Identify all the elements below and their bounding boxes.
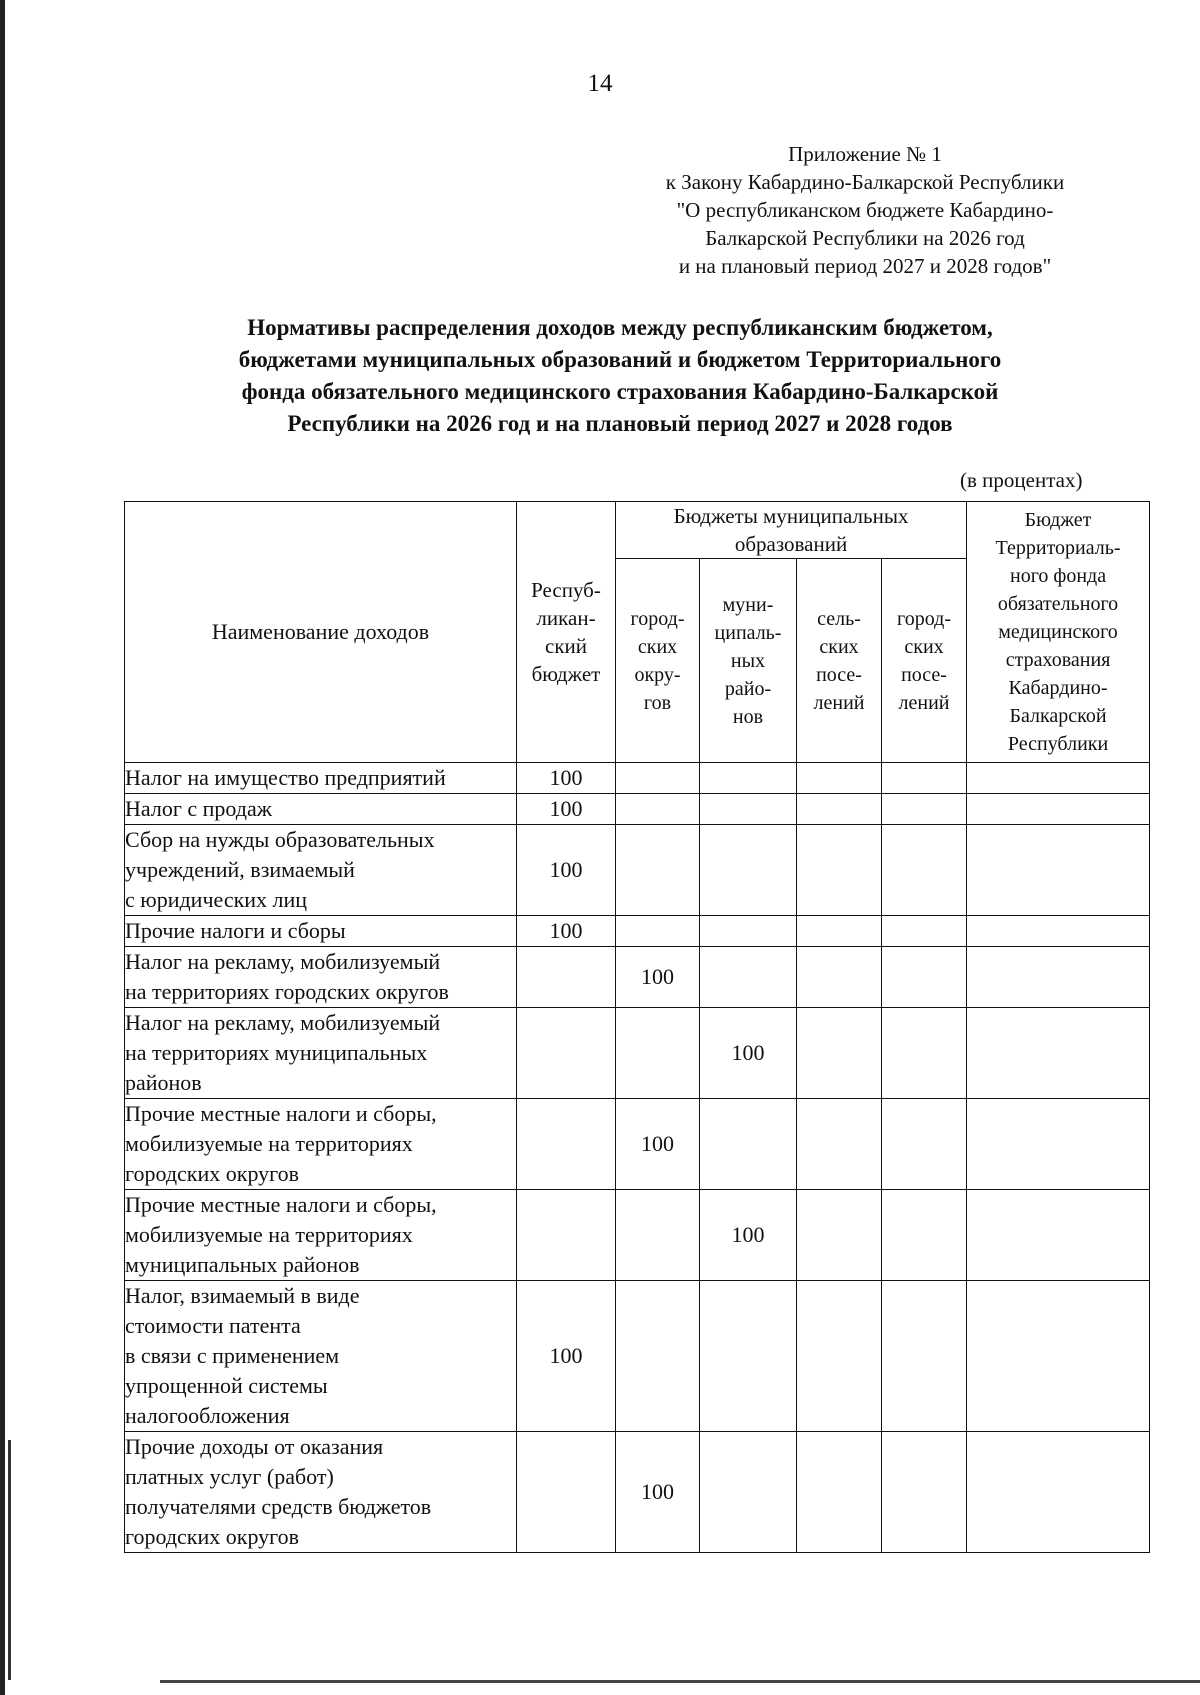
header-line: Бюджет: [1024, 509, 1092, 531]
city-districts-value: [616, 916, 700, 947]
table-row: [125, 916, 1150, 947]
header-line: ских: [637, 635, 678, 658]
header-line: страхования: [1005, 649, 1111, 671]
territorial-fund-value: [967, 1432, 1150, 1553]
revenue-name-cell: [125, 763, 517, 794]
title-line: бюджетами муниципальных образований и бюджетом Территориального: [238, 347, 1002, 372]
territorial-fund-value: [967, 825, 1150, 916]
revenue-name-line: учреждений, взимаемый: [125, 857, 355, 882]
municipal-districts-value: [700, 947, 797, 1008]
header-line: образований: [734, 532, 848, 556]
republican-value: [517, 1008, 616, 1099]
header-line: лений: [898, 691, 950, 714]
header-line: Территориаль-: [995, 537, 1121, 559]
municipal-districts-value: [700, 763, 797, 794]
title-line: Нормативы распределения доходов между республиканским бюджетом,: [247, 315, 993, 340]
rural-settlements-value: [797, 916, 882, 947]
header-line: окру-: [634, 663, 681, 686]
header-line: Бюджеты муниципальных: [673, 504, 909, 528]
header-line: ских: [904, 635, 944, 658]
header-line: Балкарской: [1009, 705, 1107, 727]
urban-settlements-value: [882, 916, 967, 947]
table-body: [125, 763, 1150, 1553]
table-row: [125, 1432, 1150, 1553]
revenue-name-line: Налог на рекламу, мобилизуемый: [125, 949, 441, 974]
urban-settlements-value: [882, 1008, 967, 1099]
city-districts-value: [616, 763, 700, 794]
header-revenue-name: Наименование доходов: [125, 502, 517, 763]
revenue-name-line: налогообложения: [125, 1403, 290, 1428]
table-row: [125, 763, 1150, 794]
header-line: гов: [643, 691, 672, 714]
city-districts-value: [616, 1008, 700, 1099]
rural-settlements-value: [797, 1008, 882, 1099]
header-municipal-districts: [700, 559, 797, 763]
rural-settlements-value: [797, 1281, 882, 1432]
table-row: [125, 1190, 1150, 1281]
header-line: ципаль-: [714, 621, 782, 644]
republican-value: 100: [517, 763, 616, 794]
table-row: [125, 1099, 1150, 1190]
city-districts-value: [616, 794, 700, 825]
scan-edge-left: [0, 0, 5, 1695]
revenue-name-cell: [125, 1432, 517, 1553]
header-line: Респуб-: [531, 578, 601, 602]
rural-settlements-value: [797, 1190, 882, 1281]
table-row: [125, 794, 1150, 825]
header-line: Республики: [1007, 733, 1109, 755]
title-line: фонда обязательного медицинского страхования Кабардино-Балкарской: [241, 379, 999, 404]
header-line: нов: [732, 705, 764, 728]
header-city-districts: [616, 559, 700, 763]
header-line: ских: [819, 635, 859, 658]
revenue-name-cell: [125, 947, 517, 1008]
appendix-line: Балкарской Республики на 2026 год: [705, 226, 1025, 250]
revenue-name-line: Прочие доходы от оказания: [125, 1434, 384, 1459]
header-municipal-budgets: [616, 502, 967, 559]
header-line: медицинского: [998, 621, 1118, 643]
scan-edge-mark: [8, 1440, 11, 1680]
municipal-districts-value: [700, 794, 797, 825]
header-line: ного фонда: [1009, 565, 1107, 587]
city-districts-value: [616, 825, 700, 916]
city-districts-value: 100: [616, 1432, 700, 1553]
revenue-name-line: муниципальных районов: [125, 1252, 360, 1277]
page-number: 14: [587, 70, 613, 97]
revenue-name-line: на территориях муниципальных: [125, 1040, 428, 1065]
republican-value: [517, 947, 616, 1008]
revenue-name-line: с юридических лиц: [125, 887, 308, 912]
revenue-name-cell: [125, 794, 517, 825]
appendix-reference: [600, 140, 1130, 280]
territorial-fund-value: [967, 1190, 1150, 1281]
rural-settlements-value: [797, 1432, 882, 1553]
republican-value: 100: [517, 916, 616, 947]
rural-settlements-value: [797, 763, 882, 794]
municipal-districts-value: 100: [700, 1190, 797, 1281]
territorial-fund-value: [967, 763, 1150, 794]
rural-settlements-value: [797, 825, 882, 916]
city-districts-value: 100: [616, 947, 700, 1008]
revenue-norms-table: [124, 501, 1150, 1553]
urban-settlements-value: [882, 825, 967, 916]
revenue-name-line: Налог на имущество предприятий: [125, 765, 446, 790]
republican-value: [517, 1190, 616, 1281]
header-line: Кабардино-: [1008, 677, 1108, 699]
territorial-fund-value: [967, 1099, 1150, 1190]
scan-edge-bottom: [160, 1680, 1200, 1683]
republican-value: 100: [517, 794, 616, 825]
revenue-name-line: получателями средств бюджетов: [125, 1494, 432, 1519]
revenue-name-line: Сбор на нужды образовательных: [125, 827, 435, 852]
municipal-districts-value: [700, 1099, 797, 1190]
city-districts-value: [616, 1281, 700, 1432]
table-row: [125, 947, 1150, 1008]
urban-settlements-value: [882, 794, 967, 825]
header-republican-budget: [517, 502, 616, 763]
header-line: райо-: [724, 677, 772, 700]
revenue-name-line: городских округов: [125, 1161, 300, 1186]
header-line: сель-: [817, 607, 861, 630]
revenue-name-line: в связи с применением: [125, 1343, 340, 1368]
title-line: Республики на 2026 год и на плановый период 2027 и 2028 годов: [287, 411, 953, 436]
territorial-fund-value: [967, 1281, 1150, 1432]
rural-settlements-value: [797, 1099, 882, 1190]
header-line: бюджет: [531, 662, 601, 686]
revenue-name-cell: [125, 1008, 517, 1099]
territorial-fund-value: [967, 916, 1150, 947]
rural-settlements-value: [797, 947, 882, 1008]
revenue-name-line: Налог с продаж: [125, 796, 272, 821]
republican-value: [517, 1432, 616, 1553]
revenue-name-line: стоимости патента: [125, 1313, 301, 1338]
header-line: ликан-: [536, 606, 596, 630]
revenue-name-cell: [125, 1099, 517, 1190]
table-row: [125, 825, 1150, 916]
republican-value: [517, 1099, 616, 1190]
revenue-name-cell: [125, 1281, 517, 1432]
revenue-name-line: мобилизуемые на территориях: [125, 1131, 413, 1156]
urban-settlements-value: [882, 1281, 967, 1432]
header-rural-settlements: [797, 559, 882, 763]
document-title: [140, 312, 1100, 440]
urban-settlements-value: [882, 1190, 967, 1281]
revenue-name-line: районов: [125, 1070, 202, 1095]
revenue-name-line: платных услуг (работ): [125, 1464, 334, 1489]
appendix-line: к Закону Кабардино-Балкарской Республики: [665, 170, 1065, 194]
appendix-line: "О республиканском бюджете Кабардино-: [676, 198, 1054, 222]
revenue-name-line: мобилизуемые на территориях: [125, 1222, 413, 1247]
republican-value: 100: [517, 825, 616, 916]
territorial-fund-value: [967, 947, 1150, 1008]
header-line: лений: [813, 691, 865, 714]
header-line: ский: [545, 634, 587, 658]
municipal-districts-value: [700, 1281, 797, 1432]
municipal-districts-value: 100: [700, 1008, 797, 1099]
revenue-name-line: Прочие местные налоги и сборы,: [125, 1192, 437, 1217]
city-districts-value: 100: [616, 1099, 700, 1190]
header-line: город-: [897, 607, 951, 630]
revenue-name-line: Прочие местные налоги и сборы,: [125, 1101, 437, 1126]
revenue-name-line: городских округов: [125, 1524, 300, 1549]
urban-settlements-value: [882, 763, 967, 794]
revenue-name-cell: [125, 825, 517, 916]
rural-settlements-value: [797, 794, 882, 825]
urban-settlements-value: [882, 1099, 967, 1190]
header-line: посе-: [901, 663, 947, 686]
municipal-districts-value: [700, 916, 797, 947]
header-territorial-fund: [967, 502, 1150, 763]
municipal-districts-value: [700, 1432, 797, 1553]
table-row: [125, 1008, 1150, 1099]
revenue-name-line: на территориях городских округов: [125, 979, 449, 1004]
urban-settlements-value: [882, 947, 967, 1008]
header-line: обязательного: [997, 593, 1119, 615]
city-districts-value: [616, 1190, 700, 1281]
territorial-fund-value: [967, 1008, 1150, 1099]
revenue-name-cell: [125, 916, 517, 947]
appendix-line: и на плановый период 2027 и 2028 годов": [678, 254, 1052, 278]
header-urban-settlements: [882, 559, 967, 763]
revenue-name-line: Налог, взимаемый в виде: [125, 1283, 360, 1308]
revenue-name-line: Налог на рекламу, мобилизуемый: [125, 1010, 441, 1035]
revenue-name-line: упрощенной системы: [125, 1373, 328, 1398]
header-line: посе-: [816, 663, 862, 686]
appendix-line: Приложение № 1: [788, 142, 942, 166]
municipal-districts-value: [700, 825, 797, 916]
table-row: [125, 1281, 1150, 1432]
revenue-name-line: Прочие налоги и сборы: [125, 918, 346, 943]
revenue-name-cell: [125, 1190, 517, 1281]
header-line: город-: [630, 607, 685, 630]
header-line: ных: [730, 649, 766, 672]
units-note: (в процентах): [960, 468, 1083, 492]
republican-value: 100: [517, 1281, 616, 1432]
header-line: муни-: [722, 593, 774, 616]
territorial-fund-value: [967, 794, 1150, 825]
urban-settlements-value: [882, 1432, 967, 1553]
